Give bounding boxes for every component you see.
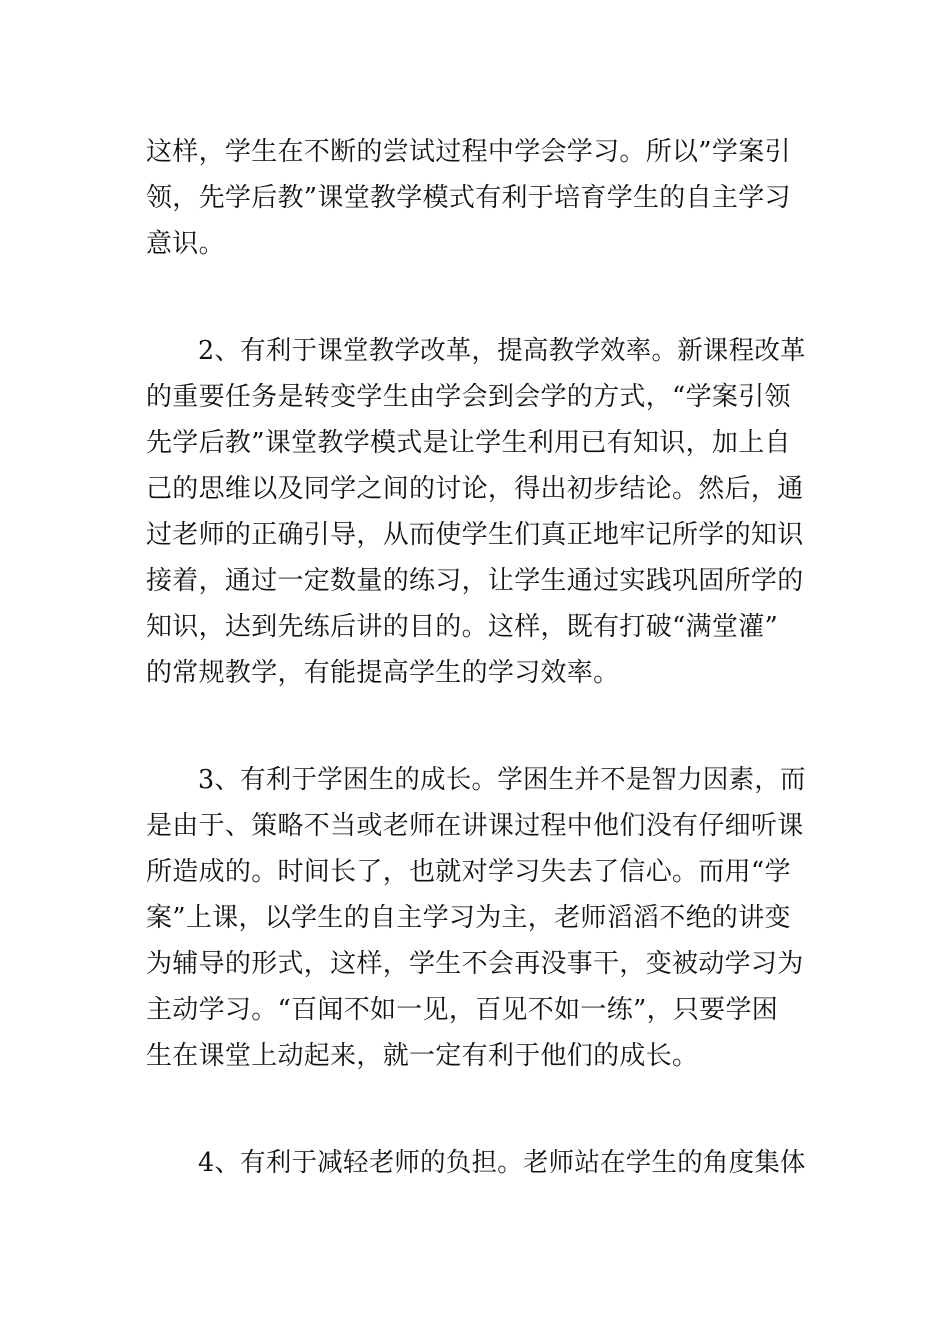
text-line: 生在课堂上动起来，就一定有利于他们的成长。 <box>146 1041 699 1071</box>
text-line: 意识。 <box>146 229 225 259</box>
text-line: 的重要任务是转变学生由学会到会学的方式，“学案引领 <box>146 382 791 412</box>
text-line: 己的思维以及同学之间的讨论，得出初步结论。然后，通 <box>146 474 804 504</box>
text-line: 知识，达到先练后讲的目的。这样，既有打破“满堂灌” <box>146 612 779 642</box>
text-line: 过老师的正确引导，从而使学生们真正地牢记所学的知识 <box>146 520 804 550</box>
text-line: 所造成的。时间长了，也就对学习失去了信心。而用“学 <box>146 857 791 887</box>
text-line: 案”上课，以学生的自主学习为主，老师滔滔不绝的讲变 <box>146 903 791 933</box>
text-line: 这样，学生在不断的尝试过程中学会学习。所以”学案引 <box>146 137 791 167</box>
text-line: 先学后教”课堂教学模式是让学生利用已有知识，加上自 <box>146 428 791 458</box>
text-line: 3、有利于学困生的成长。学困生并不是智力因素，而 <box>198 765 806 795</box>
text-line: 2、有利于课堂教学改革，提高教学效率。新课程改革 <box>198 336 806 366</box>
text-line: 4、有利于减轻老师的负担。老师站在学生的角度集体 <box>198 1148 806 1178</box>
text-line: 领，先学后教”课堂教学模式有利于培育学生的自主学习 <box>146 183 791 213</box>
text-line: 主动学习。“百闻不如一见，百见不如一练”，只要学困 <box>146 995 779 1025</box>
text-line: 是由于、策略不当或老师在讲课过程中他们没有仔细听课 <box>146 811 804 841</box>
text-line: 接着，通过一定数量的练习，让学生通过实践巩固所学的 <box>146 566 804 596</box>
text-line: 的常规教学，有能提高学生的学习效率。 <box>146 658 620 688</box>
text-line: 为辅导的形式，这样，学生不会再没事干，变被动学习为 <box>146 949 804 979</box>
